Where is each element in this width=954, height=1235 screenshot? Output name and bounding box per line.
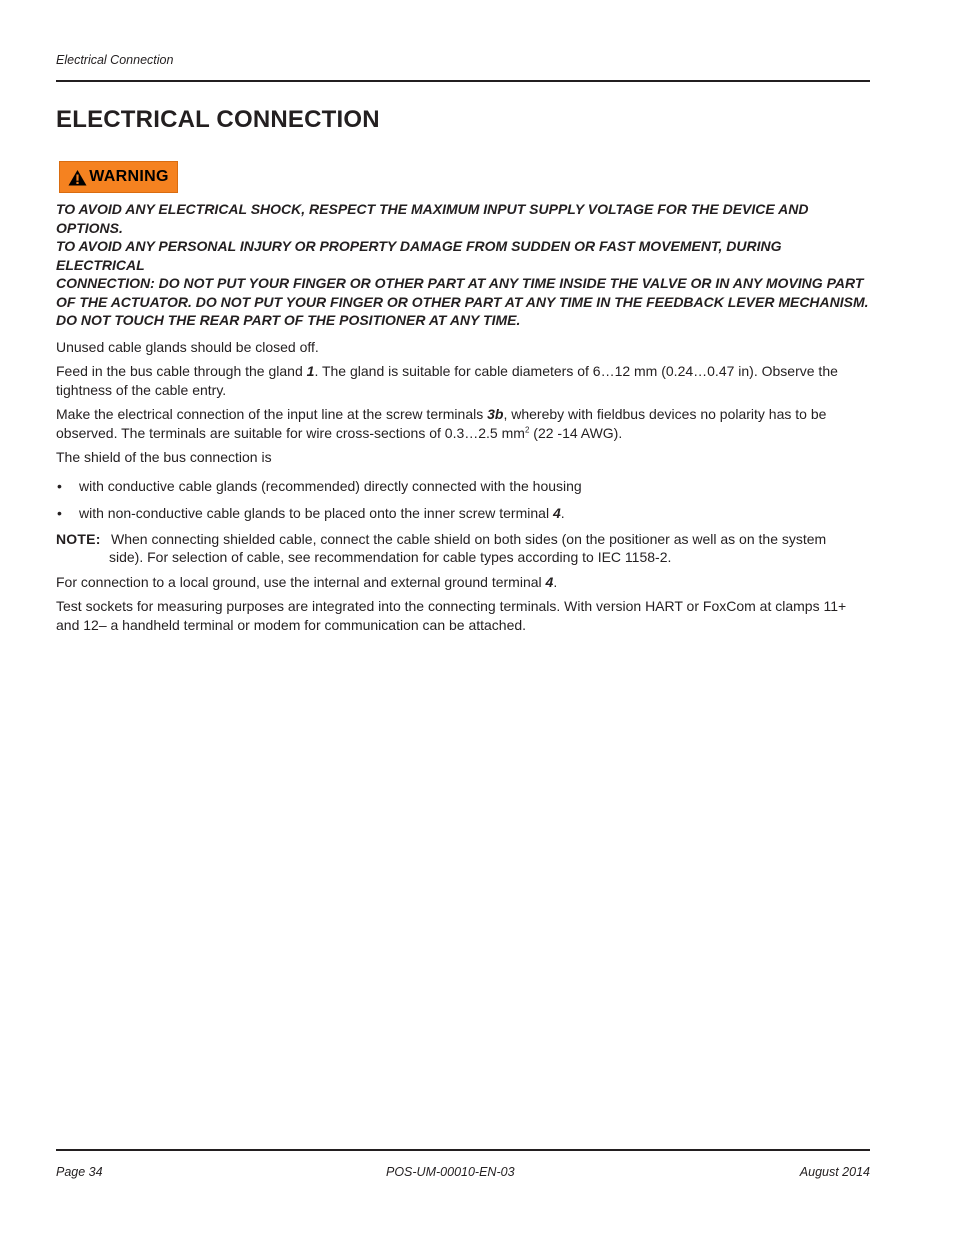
page-number: Page 34	[56, 1165, 103, 1179]
note-body	[111, 530, 870, 567]
text: with conductive cable glands (recommended) directly connected with the housing	[79, 477, 582, 494]
main-content	[56, 200, 870, 640]
text: For connection to a local ground, use the internal and external ground terminal	[56, 573, 546, 590]
bullet-icon: •	[57, 505, 62, 521]
note-label: NOTE:	[56, 530, 101, 547]
header-divider	[56, 80, 870, 82]
list-item	[56, 504, 870, 523]
warning-line: DO NOT TOUCH THE REAR PART OF THE POSITIONER AT ANY TIME.	[56, 312, 521, 328]
paragraph-shield: The shield of the bus connection is	[56, 449, 272, 465]
superscript: 2	[524, 424, 530, 434]
text: with non-conductive cable glands to be placed onto the inner screw terminal	[79, 505, 553, 521]
note-line: When connecting shielded cable, connect the cable shield on both sides (on the positioner as well as on the system	[111, 530, 827, 547]
warning-badge-label: WARNING	[89, 168, 169, 185]
document-date: August 2014	[799, 1165, 870, 1179]
text: (22 -14 AWG).	[529, 424, 623, 441]
text: .	[553, 573, 558, 590]
reference-number: 3b	[487, 406, 504, 422]
warning-triangle-icon	[68, 169, 87, 186]
paragraph-test-sockets: Test sockets for measuring purposes are integrated into the connecting terminals. With version HART or FoxCom at clamps 11+ and 12– a handheld terminal or modem for communication can be attached.	[56, 598, 847, 633]
paragraph-unused-glands: Unused cable glands should be closed off.	[56, 338, 319, 355]
bullet-icon: •	[57, 477, 62, 494]
text: . The gland is suitable for cable diameters of 6…12 mm (0.24…0.47 in). Observe the tightness of the cable entry.	[56, 363, 838, 398]
document-id: POS-UM-00010-EN-03	[386, 1165, 515, 1179]
reference-number: 1	[306, 363, 315, 379]
note-block	[56, 530, 870, 567]
list-item	[56, 477, 870, 496]
reference-number: 4	[545, 573, 554, 590]
paragraph-bus-cable	[56, 362, 870, 399]
warning-text	[56, 200, 870, 330]
warning-line: OF THE ACTUATOR. DO NOT PUT YOUR FINGER OR OTHER PART AT ANY TIME IN THE FEEDBACK LEVER MECHANISM.	[56, 293, 869, 310]
warning-line: TO AVOID ANY PERSONAL INJURY OR PROPERTY DAMAGE FROM SUDDEN OR FAST MOVEMENT, DURING ELECTRICAL	[56, 238, 782, 273]
page-title: ELECTRICAL CONNECTION	[56, 106, 380, 133]
text: Feed in the bus cable through the gland	[56, 363, 307, 379]
footer-divider	[56, 1149, 870, 1151]
running-header: Electrical Connection	[56, 53, 174, 67]
note-line: side). For selection of cable, see recommendation for cable types according to IEC 1158-2.	[109, 549, 672, 565]
warning-line: CONNECTION: DO NOT PUT YOUR FINGER OR OTHER PART AT ANY TIME INSIDE THE VALVE OR IN ANY MOVING PART	[56, 275, 864, 291]
bullet-list	[56, 477, 870, 523]
text: Make the electrical connection of the input line at the screw terminals	[56, 406, 488, 422]
paragraph-electrical-connection	[56, 405, 870, 442]
paragraph-ground	[56, 573, 870, 592]
warning-line: TO AVOID ANY ELECTRICAL SHOCK, RESPECT THE MAXIMUM INPUT SUPPLY VOLTAGE FOR THE DEVICE AND OPTIONS.	[56, 201, 809, 236]
reference-number: 4	[552, 505, 561, 521]
text: , whereby with fieldbus devices no polarity has to be observed. The terminals are suitable for wire cross-sections of 0.3…2.5 mm	[56, 406, 827, 441]
text: .	[560, 505, 565, 521]
warning-badge	[59, 161, 178, 193]
